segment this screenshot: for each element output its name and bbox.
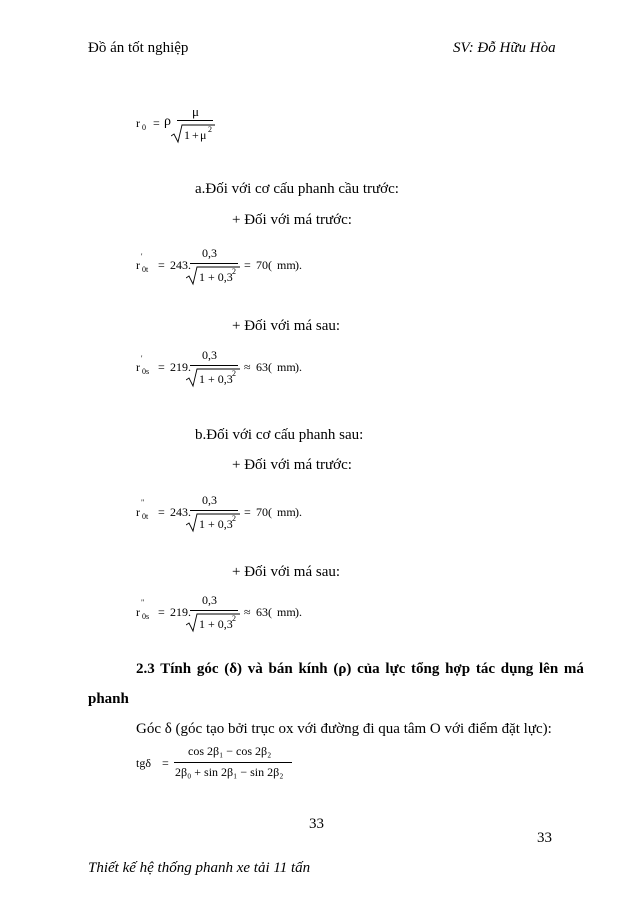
formula-b-rear-bar [190,610,238,611]
section-23-paragraph: Góc δ (góc tạo bởi trục ox với đường đi qua tâm O với điểm đặt lực): [136,721,552,737]
formula-b-front-rel: = [244,505,251,519]
formula-a-front-close: ). [295,258,302,272]
section-a-title: a.Đối với cơ cấu phanh cầu trước: [195,181,399,197]
formula-tg-denominator: 2β₀ + sin 2β₁ − sin 2β₂ [175,765,284,779]
formula-b-front-result: 70( [256,505,272,519]
formula-a-rear-rel: ≈ [244,360,251,374]
formula-a-front-unit: mm [277,258,296,272]
formula-a-front-exp: 2 [232,267,236,276]
formula-tg-lhs: tgδ [136,756,151,770]
formula-main-rho: ρ [164,114,171,129]
formula-b-rear-num: 0,3 [202,593,217,607]
formula-b-rear-rel: ≈ [244,605,251,619]
formula-tg-bar [174,762,292,763]
footer-title: Thiết kế hệ thống phanh xe tải 11 tấn [88,860,311,876]
formula-b-front-exp: 2 [232,514,236,523]
formula-main-lhs-sub: 0 [142,123,146,132]
formula-main-den-exp: 2 [208,125,212,134]
formula-b-rear-result: 63( [256,605,272,619]
formula-tg-numerator: cos 2β₁ − cos 2β₂ [188,744,272,758]
formula-b-front-unit: mm [277,505,296,519]
formula-b-rear-coef: 219. [170,605,191,619]
formula-b-front-coef: 243. [170,505,191,519]
formula-a-rear-result: 63( [256,360,272,374]
formula-main-num: μ [192,104,199,119]
formula-b-rear-exp: 2 [232,614,236,623]
formula-b-rear-eq: = [158,605,165,619]
formula-b-front-bar [190,510,238,511]
formula-a-front-coef: 243. [170,258,191,272]
formula-a-rear-den: 1 + 0,3 [199,372,233,386]
formula-a-rear-num: 0,3 [202,348,217,362]
section-23-heading-line2: phanh [88,691,129,707]
formula-b-rear-lhs: r [136,605,140,619]
formula-a-rear-close: ). [295,360,302,374]
header-left: Đồ án tốt nghiệp [88,40,189,56]
formula-a-front-eq: = [158,258,165,272]
formula-b-front-eq: = [158,505,165,519]
formula-main-fraction-bar [177,120,213,121]
formula-a-front-num: 0,3 [202,246,217,260]
formula-a-rear-lhs: r [136,360,140,374]
section-b-title: b.Đối với cơ cấu phanh sau: [195,427,364,443]
formula-a-front-rel: = [244,258,251,272]
formula-b-rear-sub: 0s [142,612,150,621]
header-right: SV: Đỗ Hữu Hòa [453,40,556,56]
formula-a-rear-unit: mm [277,360,296,374]
section-a-rear-label: + Đối với má sau: [232,318,341,334]
section-b-front-label: + Đối với má trước: [232,457,352,473]
formula-a-front-den: 1 + 0,3 [199,270,233,284]
section-23-heading-line1: 2.3 Tính góc (δ) và bán kính (ρ) của lực tổng hợp tác dụng lên má [136,661,584,677]
formula-b-rear-close: ). [295,605,302,619]
formula-a-front-bar [190,263,238,264]
formula-a-rear-exp: 2 [232,369,236,378]
formula-b-rear-prime: " [141,598,145,607]
formula-b-rear-unit: mm [277,605,296,619]
formula-b-front-close: ). [295,505,302,519]
section-b-rear-label: + Đối với má sau: [232,564,341,580]
page-number-right: 33 [537,830,552,846]
formula-main-lhs: r [136,116,140,130]
formula-a-rear-eq: = [158,360,165,374]
formula-tg-eq: = [162,756,169,770]
formula-a-rear-bar [190,365,238,366]
formula-a-rear-prime: ' [141,354,143,363]
formula-a-front-result: 70( [256,258,272,272]
formula-main-eq: = [153,116,160,130]
formula-b-front-sub: 0t [142,512,149,521]
formula-b-front-den: 1 + 0,3 [199,517,233,531]
page-number-center: 33 [309,816,324,832]
formula-a-rear-sub: 0s [142,367,150,376]
formula-b-front-prime: " [141,498,145,507]
formula-main-den-plus: + [192,128,199,142]
formula-a-front-sub: 0t [142,265,149,274]
formula-a-rear-coef: 219. [170,360,191,374]
formula-main-den-mu: μ [200,128,207,142]
formula-b-front-lhs: r [136,505,140,519]
formula-b-rear-den: 1 + 0,3 [199,617,233,631]
formula-a-front-prime: ' [141,252,143,261]
formula-main-den-one: 1 [184,128,190,142]
formula-a-front-lhs: r [136,258,140,272]
formula-b-front-num: 0,3 [202,493,217,507]
section-a-front-label: + Đối với má trước: [232,212,352,228]
